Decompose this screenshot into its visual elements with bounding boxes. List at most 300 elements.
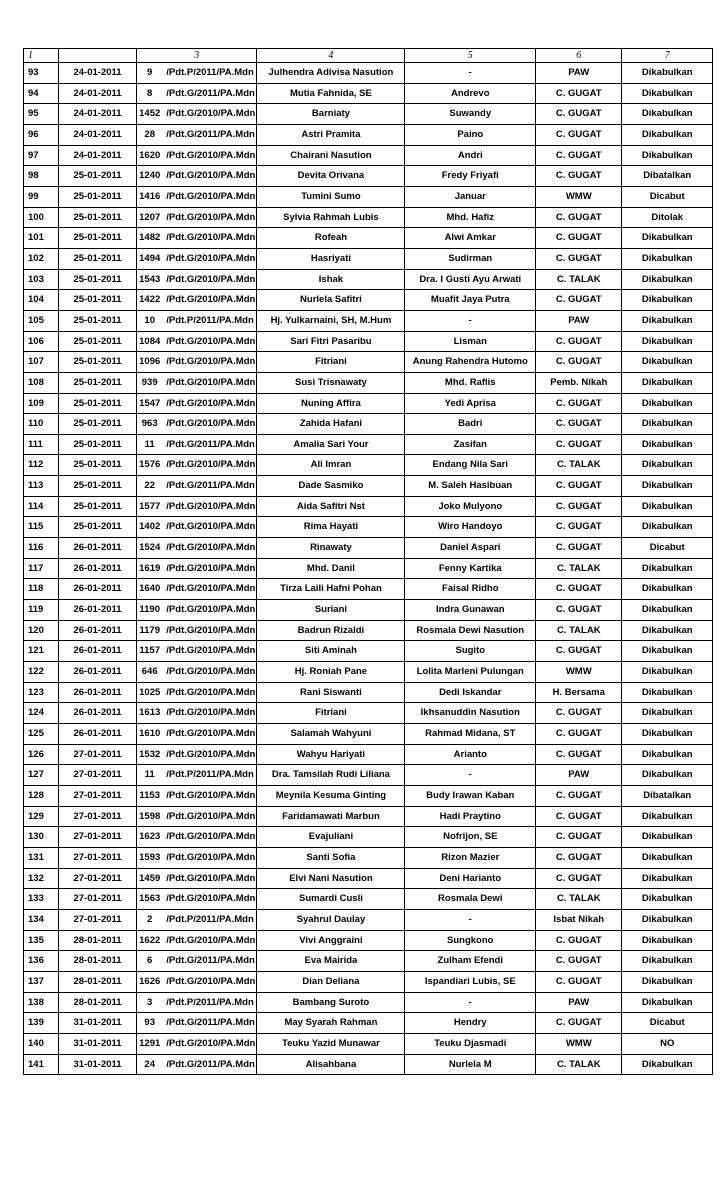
case-suffix: /Pdt.G/2010/PA.Mdn: [162, 600, 257, 621]
party-two: Muafit Jaya Putra: [405, 290, 536, 311]
case-number: 1190: [137, 600, 163, 621]
row-number: 129: [24, 806, 59, 827]
case-status: Dibatalkan: [622, 785, 713, 806]
case-date: 24-01-2011: [58, 104, 136, 125]
case-number: 1623: [137, 827, 163, 848]
header-col-1: 1: [24, 49, 59, 63]
header-col-5: 5: [405, 49, 536, 63]
case-type: C. TALAK: [536, 269, 622, 290]
party-one: Nurlela Safitri: [257, 290, 405, 311]
table-row: [24, 579, 713, 600]
case-date: 24-01-2011: [58, 63, 136, 84]
party-one: Mhd. Danil: [257, 558, 405, 579]
case-number: 1524: [137, 538, 163, 559]
case-status: Ditolak: [622, 207, 713, 228]
case-number: 22: [137, 476, 163, 497]
party-one: Fitriani: [257, 352, 405, 373]
table-row: [24, 455, 713, 476]
header-col-3: 3: [137, 49, 257, 63]
party-one: Barniaty: [257, 104, 405, 125]
case-type: C. GUGAT: [536, 971, 622, 992]
case-type: C. GUGAT: [536, 145, 622, 166]
case-suffix: /Pdt.G/2011/PA.Mdn: [162, 124, 257, 145]
case-number: 1494: [137, 248, 163, 269]
party-two: Andri: [405, 145, 536, 166]
case-suffix: /Pdt.P/2011/PA.Mdn: [162, 765, 257, 786]
table-row: [24, 662, 713, 683]
table-row: [24, 372, 713, 393]
case-number: 1563: [137, 889, 163, 910]
party-one: Badrun Rizaldi: [257, 620, 405, 641]
table-row: [24, 600, 713, 621]
party-two: Sungkono: [405, 930, 536, 951]
party-one: Elvi Nani Nasution: [257, 868, 405, 889]
case-suffix: /Pdt.G/2010/PA.Mdn: [162, 455, 257, 476]
table-row: [24, 641, 713, 662]
row-number: 120: [24, 620, 59, 641]
row-number: 122: [24, 662, 59, 683]
case-number: 1620: [137, 145, 163, 166]
case-type: C. GUGAT: [536, 496, 622, 517]
table-row: [24, 724, 713, 745]
case-suffix: /Pdt.G/2010/PA.Mdn: [162, 414, 257, 435]
party-one: Dian Deliana: [257, 971, 405, 992]
party-one: Alisahbana: [257, 1054, 405, 1075]
party-two: M. Saleh Hasibuan: [405, 476, 536, 497]
case-status: Dikabulkan: [622, 600, 713, 621]
case-suffix: /Pdt.G/2010/PA.Mdn: [162, 682, 257, 703]
case-type: C. GUGAT: [536, 847, 622, 868]
case-type: C. GUGAT: [536, 393, 622, 414]
case-date: 27-01-2011: [58, 909, 136, 930]
table-row: [24, 331, 713, 352]
case-type: C. GUGAT: [536, 352, 622, 373]
party-one: Faridamawati Marbun: [257, 806, 405, 827]
case-status: Dikabulkan: [622, 930, 713, 951]
case-date: 25-01-2011: [58, 414, 136, 435]
table-row: [24, 951, 713, 972]
case-number: 1402: [137, 517, 163, 538]
case-status: Dikabulkan: [622, 104, 713, 125]
table-row: [24, 124, 713, 145]
row-number: 135: [24, 930, 59, 951]
party-two: Faisal Ridho: [405, 579, 536, 600]
case-status: Dikabulkan: [622, 951, 713, 972]
table-row: [24, 517, 713, 538]
party-two: Lolita Marleni Pulungan: [405, 662, 536, 683]
party-one: Salamah Wahyuni: [257, 724, 405, 745]
case-status: Dikabulkan: [622, 372, 713, 393]
case-status: Dikabulkan: [622, 455, 713, 476]
case-suffix: /Pdt.P/2011/PA.Mdn: [162, 63, 257, 84]
row-number: 95: [24, 104, 59, 125]
table-row: [24, 868, 713, 889]
row-number: 131: [24, 847, 59, 868]
party-two: Zasifan: [405, 434, 536, 455]
case-date: 25-01-2011: [58, 166, 136, 187]
case-suffix: /Pdt.G/2010/PA.Mdn: [162, 207, 257, 228]
row-number: 128: [24, 785, 59, 806]
case-date: 27-01-2011: [58, 847, 136, 868]
case-number: 1025: [137, 682, 163, 703]
case-number: 6: [137, 951, 163, 972]
case-type: C. GUGAT: [536, 290, 622, 311]
table-row: [24, 248, 713, 269]
case-status: Dikabulkan: [622, 682, 713, 703]
row-number: 127: [24, 765, 59, 786]
table-row: [24, 228, 713, 249]
case-date: 28-01-2011: [58, 951, 136, 972]
party-one: Devita Orivana: [257, 166, 405, 187]
party-one: Hj. Yulkarnaini, SH, M.Hum: [257, 310, 405, 331]
row-number: 117: [24, 558, 59, 579]
case-suffix: /Pdt.G/2010/PA.Mdn: [162, 971, 257, 992]
case-suffix: /Pdt.G/2010/PA.Mdn: [162, 538, 257, 559]
party-one: Suriani: [257, 600, 405, 621]
case-suffix: /Pdt.G/2010/PA.Mdn: [162, 806, 257, 827]
case-date: 24-01-2011: [58, 83, 136, 104]
case-date: 26-01-2011: [58, 600, 136, 621]
party-two: Lisman: [405, 331, 536, 352]
party-two: Badri: [405, 414, 536, 435]
case-suffix: /Pdt.G/2010/PA.Mdn: [162, 889, 257, 910]
party-two: -: [405, 310, 536, 331]
case-status: Dikabulkan: [622, 124, 713, 145]
party-one: Ali Imran: [257, 455, 405, 476]
party-two: Dra. I Gusti Ayu Arwati: [405, 269, 536, 290]
case-type: C. GUGAT: [536, 868, 622, 889]
case-suffix: /Pdt.G/2010/PA.Mdn: [162, 1033, 257, 1054]
case-date: 27-01-2011: [58, 806, 136, 827]
party-one: Rima Hayati: [257, 517, 405, 538]
case-type: C. GUGAT: [536, 207, 622, 228]
case-suffix: /Pdt.G/2010/PA.Mdn: [162, 352, 257, 373]
case-suffix: /Pdt.G/2010/PA.Mdn: [162, 517, 257, 538]
party-two: Wiro Handoyo: [405, 517, 536, 538]
party-two: Paino: [405, 124, 536, 145]
case-date: 25-01-2011: [58, 207, 136, 228]
case-status: Dikabulkan: [622, 290, 713, 311]
case-date: 31-01-2011: [58, 1054, 136, 1075]
table-row: [24, 682, 713, 703]
case-date: 27-01-2011: [58, 765, 136, 786]
case-date: 25-01-2011: [58, 476, 136, 497]
case-number: 1459: [137, 868, 163, 889]
case-suffix: /Pdt.G/2010/PA.Mdn: [162, 868, 257, 889]
table-row: [24, 393, 713, 414]
row-number: 116: [24, 538, 59, 559]
case-type: C. GUGAT: [536, 579, 622, 600]
case-number: 10: [137, 310, 163, 331]
party-one: Astri Pramita: [257, 124, 405, 145]
party-one: Hj. Roniah Pane: [257, 662, 405, 683]
case-type: C. GUGAT: [536, 951, 622, 972]
row-number: 94: [24, 83, 59, 104]
case-date: 28-01-2011: [58, 971, 136, 992]
party-two: Zulham Efendi: [405, 951, 536, 972]
table-row: [24, 1013, 713, 1034]
party-two: Endang Nila Sari: [405, 455, 536, 476]
case-suffix: /Pdt.G/2010/PA.Mdn: [162, 166, 257, 187]
table-row: [24, 63, 713, 84]
party-two: Fenny Kartika: [405, 558, 536, 579]
case-status: Dikabulkan: [622, 393, 713, 414]
party-one: Zahida Hafani: [257, 414, 405, 435]
row-number: 141: [24, 1054, 59, 1075]
row-number: 112: [24, 455, 59, 476]
case-status: Dikabulkan: [622, 620, 713, 641]
row-number: 133: [24, 889, 59, 910]
party-two: -: [405, 63, 536, 84]
case-suffix: /Pdt.G/2010/PA.Mdn: [162, 496, 257, 517]
case-number: 1577: [137, 496, 163, 517]
case-status: Dibatalkan: [622, 166, 713, 187]
row-number: 114: [24, 496, 59, 517]
party-two: Rahmad Midana, ST: [405, 724, 536, 745]
case-type: WMW: [536, 662, 622, 683]
case-date: 28-01-2011: [58, 992, 136, 1013]
party-one: Mutia Fahnida, SE: [257, 83, 405, 104]
case-type: C. GUGAT: [536, 724, 622, 745]
case-date: 25-01-2011: [58, 496, 136, 517]
party-two: -: [405, 992, 536, 1013]
case-type: C. GUGAT: [536, 228, 622, 249]
case-status: Dikabulkan: [622, 827, 713, 848]
table-row: [24, 909, 713, 930]
table-row: [24, 992, 713, 1013]
row-number: 134: [24, 909, 59, 930]
case-type: C. GUGAT: [536, 785, 622, 806]
case-register-table: [23, 48, 713, 1075]
case-status: Dikabulkan: [622, 434, 713, 455]
case-type: C. TALAK: [536, 889, 622, 910]
case-number: 1291: [137, 1033, 163, 1054]
case-type: H. Bersama: [536, 682, 622, 703]
case-number: 1422: [137, 290, 163, 311]
case-number: 24: [137, 1054, 163, 1075]
row-number: 93: [24, 63, 59, 84]
case-number: 1153: [137, 785, 163, 806]
case-suffix: /Pdt.G/2010/PA.Mdn: [162, 724, 257, 745]
header-col-4: 4: [257, 49, 405, 63]
case-number: 1576: [137, 455, 163, 476]
case-suffix: /Pdt.G/2010/PA.Mdn: [162, 662, 257, 683]
case-date: 26-01-2011: [58, 682, 136, 703]
party-one: Rinawaty: [257, 538, 405, 559]
case-date: 28-01-2011: [58, 930, 136, 951]
case-suffix: /Pdt.G/2011/PA.Mdn: [162, 434, 257, 455]
party-one: Bambang Suroto: [257, 992, 405, 1013]
case-number: 1096: [137, 352, 163, 373]
party-two: Indra Gunawan: [405, 600, 536, 621]
row-number: 104: [24, 290, 59, 311]
case-number: 1622: [137, 930, 163, 951]
case-suffix: /Pdt.G/2010/PA.Mdn: [162, 145, 257, 166]
case-status: Dicabut: [622, 538, 713, 559]
case-suffix: /Pdt.G/2010/PA.Mdn: [162, 558, 257, 579]
row-number: 97: [24, 145, 59, 166]
table-row: [24, 806, 713, 827]
case-type: C. GUGAT: [536, 744, 622, 765]
case-date: 26-01-2011: [58, 558, 136, 579]
party-two: Deni Harianto: [405, 868, 536, 889]
case-type: C. GUGAT: [536, 641, 622, 662]
case-suffix: /Pdt.P/2011/PA.Mdn: [162, 909, 257, 930]
row-number: 96: [24, 124, 59, 145]
row-number: 139: [24, 1013, 59, 1034]
party-two: Nofrijon, SE: [405, 827, 536, 848]
case-type: PAW: [536, 765, 622, 786]
case-type: C. GUGAT: [536, 517, 622, 538]
case-suffix: /Pdt.G/2010/PA.Mdn: [162, 620, 257, 641]
table-row: [24, 145, 713, 166]
party-one: Chairani Nasution: [257, 145, 405, 166]
case-number: 646: [137, 662, 163, 683]
case-suffix: /Pdt.G/2010/PA.Mdn: [162, 827, 257, 848]
table-row: [24, 889, 713, 910]
case-status: Dikabulkan: [622, 765, 713, 786]
case-number: 1452: [137, 104, 163, 125]
party-two: Andrevo: [405, 83, 536, 104]
party-one: Meynila Kesuma Ginting: [257, 785, 405, 806]
case-type: Isbat Nikah: [536, 909, 622, 930]
case-suffix: /Pdt.G/2010/PA.Mdn: [162, 228, 257, 249]
case-type: PAW: [536, 310, 622, 331]
case-status: Dicabut: [622, 186, 713, 207]
table-row: [24, 1033, 713, 1054]
row-number: 101: [24, 228, 59, 249]
table-row: [24, 434, 713, 455]
row-number: 108: [24, 372, 59, 393]
case-date: 25-01-2011: [58, 248, 136, 269]
row-number: 107: [24, 352, 59, 373]
case-suffix: /Pdt.P/2011/PA.Mdn: [162, 310, 257, 331]
case-status: Dikabulkan: [622, 558, 713, 579]
case-number: 9: [137, 63, 163, 84]
case-type: WMW: [536, 186, 622, 207]
party-one: Santi Sofia: [257, 847, 405, 868]
case-date: 27-01-2011: [58, 785, 136, 806]
party-two: Nurlela M: [405, 1054, 536, 1075]
case-type: C. GUGAT: [536, 124, 622, 145]
table-row: [24, 83, 713, 104]
case-type: C. GUGAT: [536, 166, 622, 187]
table-row: [24, 414, 713, 435]
column-number-header-row: [24, 49, 713, 63]
case-date: 24-01-2011: [58, 145, 136, 166]
table-row: [24, 703, 713, 724]
party-one: Aida Safitri Nst: [257, 496, 405, 517]
case-number: 28: [137, 124, 163, 145]
table-row: [24, 785, 713, 806]
case-status: Dikabulkan: [622, 83, 713, 104]
case-date: 25-01-2011: [58, 393, 136, 414]
case-date: 25-01-2011: [58, 310, 136, 331]
case-number: 1547: [137, 393, 163, 414]
case-status: Dikabulkan: [622, 992, 713, 1013]
case-number: 93: [137, 1013, 163, 1034]
case-type: C. GUGAT: [536, 827, 622, 848]
party-one: Sumardi Cusli: [257, 889, 405, 910]
case-status: Dikabulkan: [622, 806, 713, 827]
party-one: Sylvia Rahmah Lubis: [257, 207, 405, 228]
case-date: 25-01-2011: [58, 455, 136, 476]
table-row: [24, 538, 713, 559]
row-number: 123: [24, 682, 59, 703]
case-date: 26-01-2011: [58, 538, 136, 559]
row-number: 98: [24, 166, 59, 187]
table-row: [24, 290, 713, 311]
case-suffix: /Pdt.G/2010/PA.Mdn: [162, 331, 257, 352]
case-number: 1619: [137, 558, 163, 579]
party-one: Rani Siswanti: [257, 682, 405, 703]
row-number: 119: [24, 600, 59, 621]
party-two: Budy Irawan Kaban: [405, 785, 536, 806]
table-row: [24, 847, 713, 868]
case-status: Dikabulkan: [622, 248, 713, 269]
case-status: Dikabulkan: [622, 496, 713, 517]
case-suffix: /Pdt.G/2010/PA.Mdn: [162, 104, 257, 125]
party-one: Wahyu Hariyati: [257, 744, 405, 765]
case-status: Dikabulkan: [622, 724, 713, 745]
case-status: Dikabulkan: [622, 909, 713, 930]
case-suffix: /Pdt.G/2010/PA.Mdn: [162, 248, 257, 269]
case-date: 27-01-2011: [58, 827, 136, 848]
case-suffix: /Pdt.G/2010/PA.Mdn: [162, 785, 257, 806]
party-one: Syahrul Daulay: [257, 909, 405, 930]
case-type: C. GUGAT: [536, 806, 622, 827]
table-row: [24, 104, 713, 125]
party-one: Hasriyati: [257, 248, 405, 269]
case-type: C. GUGAT: [536, 600, 622, 621]
case-status: Dikabulkan: [622, 847, 713, 868]
case-suffix: /Pdt.G/2010/PA.Mdn: [162, 703, 257, 724]
party-one: May Syarah Rahman: [257, 1013, 405, 1034]
party-two: Hendry: [405, 1013, 536, 1034]
table-row: [24, 269, 713, 290]
case-status: Dicabut: [622, 1013, 713, 1034]
row-number: 100: [24, 207, 59, 228]
row-number: 113: [24, 476, 59, 497]
table-row: [24, 744, 713, 765]
case-status: Dikabulkan: [622, 662, 713, 683]
case-suffix: /Pdt.G/2011/PA.Mdn: [162, 83, 257, 104]
case-type: C. GUGAT: [536, 930, 622, 951]
case-date: 25-01-2011: [58, 186, 136, 207]
party-two: Alwi Amkar: [405, 228, 536, 249]
row-number: 126: [24, 744, 59, 765]
party-one: Rofeah: [257, 228, 405, 249]
case-suffix: /Pdt.G/2010/PA.Mdn: [162, 186, 257, 207]
row-number: 105: [24, 310, 59, 331]
case-type: C. GUGAT: [536, 331, 622, 352]
party-two: Sugito: [405, 641, 536, 662]
case-number: 1543: [137, 269, 163, 290]
case-suffix: /Pdt.G/2011/PA.Mdn: [162, 1013, 257, 1034]
case-number: 963: [137, 414, 163, 435]
case-type: C. TALAK: [536, 455, 622, 476]
row-number: 103: [24, 269, 59, 290]
table-row: [24, 827, 713, 848]
case-status: Dikabulkan: [622, 889, 713, 910]
row-number: 118: [24, 579, 59, 600]
case-date: 25-01-2011: [58, 352, 136, 373]
row-number: 140: [24, 1033, 59, 1054]
party-two: Sudirman: [405, 248, 536, 269]
party-one: Ishak: [257, 269, 405, 290]
row-number: 115: [24, 517, 59, 538]
case-type: C. TALAK: [536, 1054, 622, 1075]
